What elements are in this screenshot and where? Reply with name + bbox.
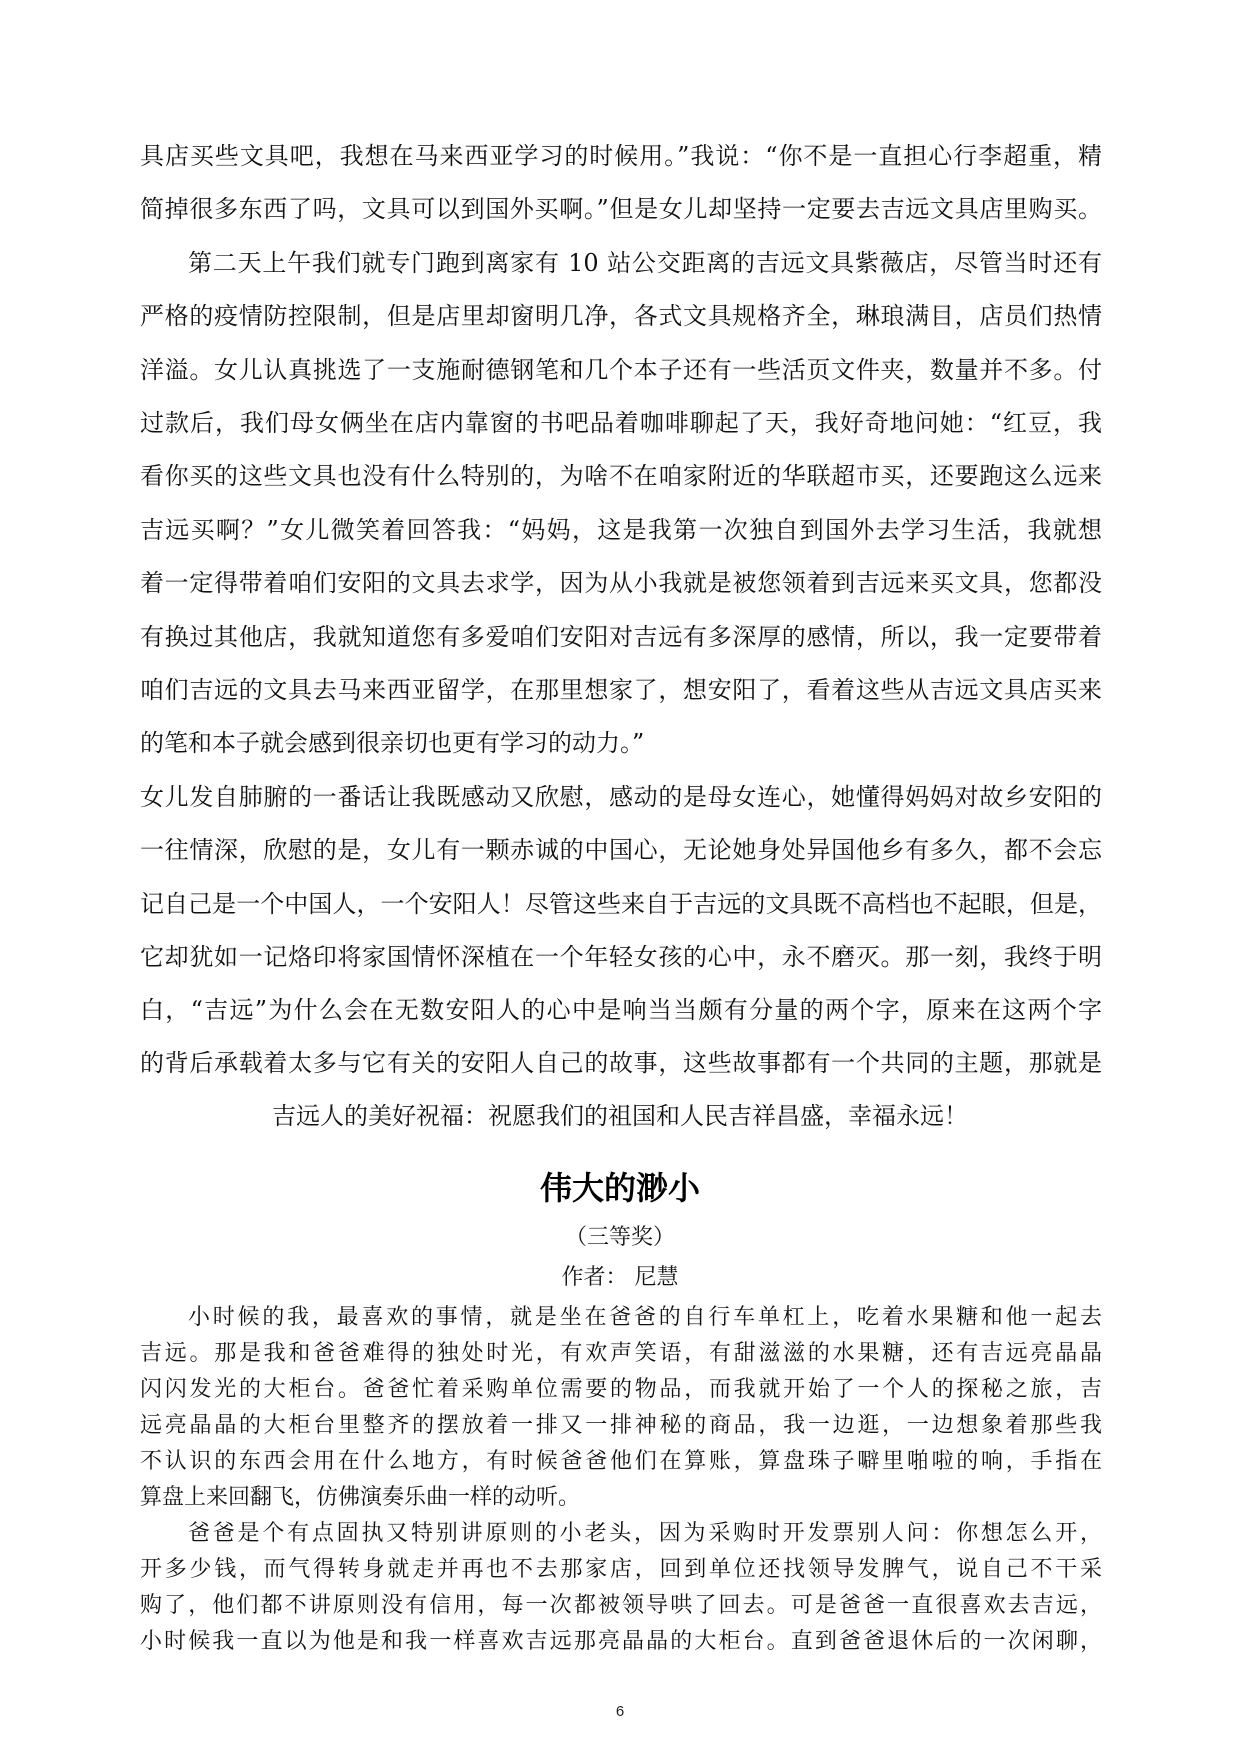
page-number: 6: [615, 1703, 625, 1720]
text-line: 严格的疫情防控限制，但是店里却窗明几净，各式文具规格齐全，琳琅满目，店员们热情: [140, 302, 1102, 330]
text-line: 白，“吉远”为什么会在无数安阳人的心中是响当当颇有分量的两个字，原来在这两个字: [140, 996, 1102, 1024]
paragraph-line: [0, 1444, 1240, 1480]
paragraph-line: [0, 448, 1240, 504]
paragraph-line: [0, 181, 1240, 237]
paragraph-line: [0, 609, 1240, 665]
text-line: 咱们吉远的文具去马来西亚留学，在那里想家了，想安阳了，看着这些从吉远文具店买来: [140, 676, 1102, 704]
paragraph-line: [0, 1300, 1240, 1336]
text-line: 女儿发自肺腑的一番话让我既感动又欣慰，感动的是母女连心，她懂得妈妈对故乡安阳的: [140, 783, 1102, 811]
text-line: 一往情深，欣慰的是，女儿有一颗赤诚的中国心，无论她身处异国他乡有多久，都不会忘: [140, 836, 1102, 864]
paragraph-line: [0, 342, 1240, 398]
text-line: 吉远买啊？”女儿微笑着回答我：“妈妈，这是我第一次独自到国外去学习生活，我就想: [140, 516, 1102, 544]
text-line: 算盘上来回翻飞，仿佛演奏乐曲一样的动听。: [140, 1485, 581, 1510]
text-line: 看你买的这些文具也没有什么特别的，为啥不在咱家附近的华联超市买，还要跑这么远来: [140, 462, 1102, 490]
text-line: 着一定得带着咱们安阳的文具去求学，因为从小我就是被您领着到吉远来买文具，您都没: [140, 569, 1102, 597]
paragraph-line: [0, 1372, 1240, 1408]
paragraph-line: [0, 128, 1240, 184]
text-line: 具店买些文具吧，我想在马来西亚学习的时候用。”我说：“你不是一直担心行李超重，精: [140, 142, 1102, 170]
author-line: [0, 1258, 1240, 1298]
text-line: 洋溢。女儿认真挑选了一支施耐德钢笔和几个本子还有一些活页文件夹，数量并不多。付: [140, 356, 1102, 384]
paragraph-line: [0, 555, 1240, 611]
paragraph-line: [0, 715, 1240, 771]
paragraph-line: [0, 876, 1240, 932]
text-line: 开多少钱，而气得转身就走并再也不去那家店，回到单位还找领导发脾气，说自己不干采: [140, 1557, 1102, 1582]
text-line: 的背后承载着太多与它有关的安阳人自己的故事，这些故事都有一个共同的主题，那就是: [140, 1049, 1102, 1077]
text-line: 小时候我一直以为他是和我一样喜欢吉远那亮晶晶的大柜台。直到爸爸退休后的一次闲聊，: [140, 1629, 1102, 1654]
paragraph-line: [0, 1516, 1240, 1552]
text-line: 记自己是一个中国人，一个安阳人！尽管这些来自于吉远的文具既不高档也不起眼，但是，: [140, 890, 1102, 918]
text-line: 远亮晶晶的大柜台里整齐的摆放着一排又一排神秘的商品，我一边逛，一边想象着那些我: [140, 1413, 1102, 1438]
award-label: （三等奖）: [564, 1225, 675, 1250]
paragraph-line: [0, 502, 1240, 558]
text-line: 购了，他们都不讲原则没有信用，每一次都被领导哄了回去。可是爸爸一直很喜欢去吉远，: [140, 1593, 1102, 1618]
paragraph-line: [0, 769, 1240, 825]
paragraph-line: [0, 1588, 1240, 1624]
paragraph-line: [0, 822, 1240, 878]
text-line: 吉远。那是我和爸爸难得的独处时光，有欢声笑语，有甜滋滋的水果糖，还有吉远亮晶晶: [140, 1341, 1102, 1366]
text-line: 吉远人的美好祝福：祝愿我们的祖国和人民吉祥昌盛，幸福永远！: [272, 1102, 968, 1130]
paragraph-line: [0, 982, 1240, 1038]
paragraph-line: [0, 1552, 1240, 1588]
text-line: 小时候的我，最喜欢的事情，就是坐在爸爸的自行车单杠上，吃着水果糖和他一起去: [188, 1305, 1102, 1330]
paragraph-line: [0, 929, 1240, 985]
paragraph-line: [0, 395, 1240, 451]
paragraph-line: [0, 1035, 1240, 1091]
paragraph-line: [0, 1336, 1240, 1372]
essay-title: 伟大的渺小: [539, 1169, 700, 1207]
paragraph-line: [0, 1624, 1240, 1660]
award-line: [0, 1218, 1240, 1258]
text-line: 不认识的东西会用在什么地方，有时候爸爸他们在算账，算盘珠子噼里啪啦的响，手指在: [140, 1449, 1102, 1474]
paragraph-line: [0, 1408, 1240, 1444]
text-line: 爸爸是个有点固执又特别讲原则的小老头，因为采购时开发票别人问：你想怎么开，: [188, 1521, 1102, 1546]
text-line: 闪闪发光的大柜台。爸爸忙着采购单位需要的物品，而我就开始了一个人的探秘之旅，吉: [140, 1377, 1102, 1402]
text-line: 过款后，我们母女俩坐在店内靠窗的书吧品着咖啡聊起了天，我好奇地问她：“红豆，我: [140, 409, 1102, 437]
closing-line: [0, 1088, 1240, 1144]
text-line: 它却犹如一记烙印将家国情怀深植在一个年轻女孩的心中，永不磨灭。那一刻，我终于明: [140, 943, 1102, 971]
author-label: 作者： 尼慧: [561, 1265, 679, 1290]
text-line: 第二天上午我们就专门跑到离家有 10 站公交距离的吉远文具紫薇店，尽管当时还有: [188, 249, 1102, 277]
paragraph-line: [0, 662, 1240, 718]
text-line: 的笔和本子就会感到很亲切也更有学习的动力。”: [140, 729, 645, 757]
paragraph-line: [0, 235, 1240, 291]
paragraph-line: [0, 288, 1240, 344]
text-line: 有换过其他店，我就知道您有多爱咱们安阳对吉远有多深厚的感情，所以，我一定要带着: [140, 623, 1102, 651]
text-line: 简掉很多东西了吗，文具可以到国外买啊。”但是女儿却坚持一定要去吉远文具店里购买。: [140, 195, 1102, 223]
paragraph-line: [0, 1480, 1240, 1516]
